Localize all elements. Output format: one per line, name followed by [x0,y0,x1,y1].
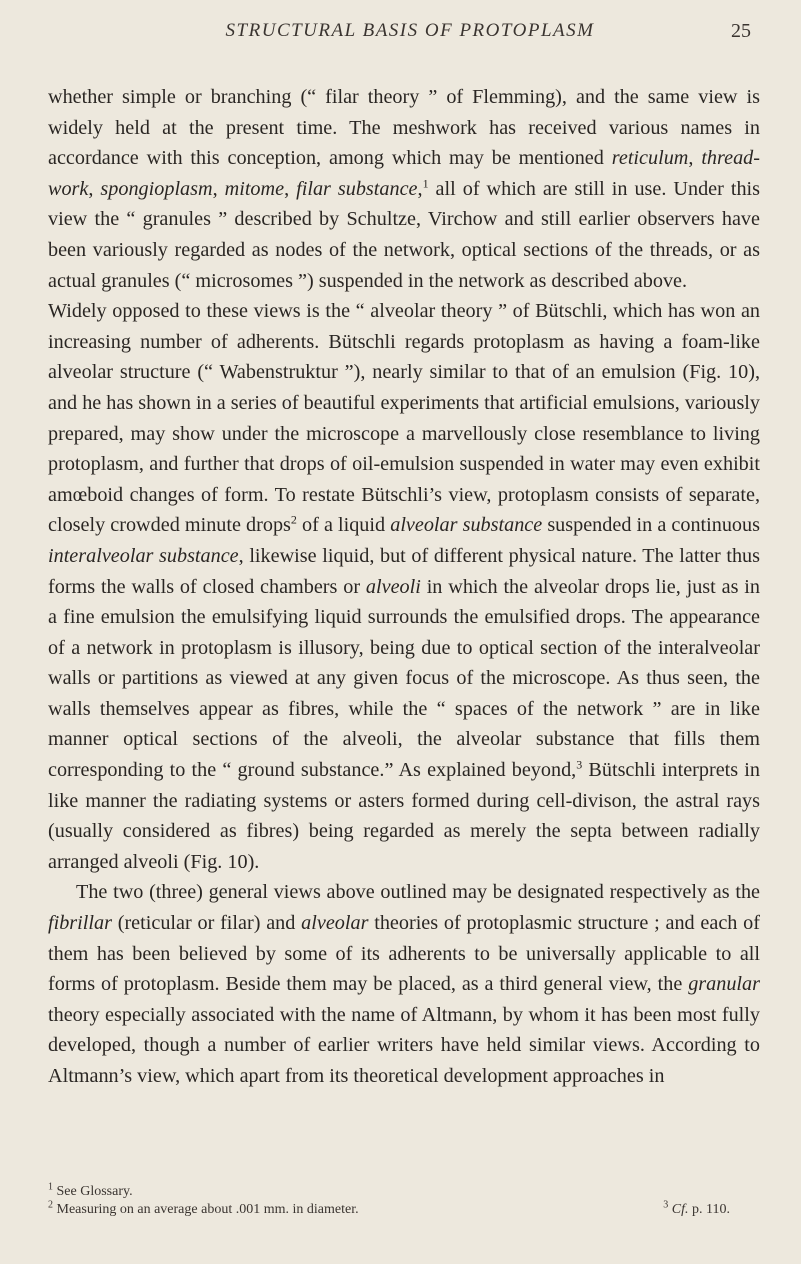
footnote-row [48,1201,760,1219]
footnote-ref-2[interactable]: 2 [290,512,297,527]
footnote-ref-3[interactable]: 3 [576,757,583,772]
footnote-2: $^2$ Measuring on an average about .001 mm. in diameter. [48,1199,359,1217]
paragraph-1: whether simple or branching (“ filar theory ” of Flemming), and the same view is widely held at the present time. The meshwork has received various names in accordance with this conception, among which may be mentioned reticulum, thread-work, spongioplasm, mitome, filar substance,$^1$ all of which are still in use. Under this view the “ granules ” described by Schultze, Virchow and still earlier observers have been variously regarded as nodes of the network, optical sections of the threads, or as actual granules (“ microsomes ”) suspended in the network as described above. [48,86,761,292]
footnote-ref-1[interactable]: 1 [422,176,429,191]
main-text [48,82,760,1092]
footnotes [48,1183,760,1219]
page-number: 25 [731,20,751,42]
footnote-3: $^3$ Cf. p. 110. [663,1199,730,1217]
paragraph-2: Widely opposed to these views is the “ alveolar theory ” of Bütschli, which has won an increasing number of adherents. Bütschli regards protoplasm as having a foam-like alveolar structure (“ Wabenstruktur ”), nearly similar to that of an emulsion (Fig. 10), and he has shown in a series of beautiful experiments that artificial emulsions, variously prepared, may show under the microscope a marvellously close resemblance to living protoplasm, and further that drops of oil-emulsion suspended in water may even exhibit amœboid changes of form. To restate Bütschli’s view, protoplasm consists of separate, closely crowded minute drops$^2$ of a liquid alveolar substance suspended in a continuous interalveolar substance, likewise liquid, but of different physical nature. The latter thus forms the walls of closed chambers or alveoli in which the alveolar drops lie, just as in a fine emulsion the emulsifying liquid surrounds the emulsified drops. The appearance of a network in protoplasm is illusory, being due to optical section of the interalveolar walls or partitions as viewed at any given focus of the microscope. As thus seen, the walls themselves appear as fibres, while the “ spaces of the network ” are in like manner optical sections of the alveoli, the alveolar substance that fills them corresponding to the “ ground substance.” As explained beyond,$^3$ Bütschli interprets in like manner the radiating systems or asters formed during cell-divison, the astral rays (usually considered as fibres) being regarded as merely the septa between radially arranged alveoli (Fig. 10). [48,300,760,873]
footnote-1: $^1$ See Glossary. [48,1181,133,1199]
paragraph-3: The two (three) general views above outlined may be designated respectively as the fibrillar (reticular or filar) and alveolar theories of protoplasmic structure ; and each of them has been believed by some of its adherents to be universally applicable to all forms of protoplasm. Beside them may be placed, as a third general view, the granular theory especially associated with the name of Altmann, by whom it has been most fully developed, though a number of earlier writers have held similar views. According to Altmann’s view, which apart from its theoretical development approaches in [48,881,760,1087]
running-title: STRUCTURAL BASIS OF PROTOPLASM [225,20,595,41]
